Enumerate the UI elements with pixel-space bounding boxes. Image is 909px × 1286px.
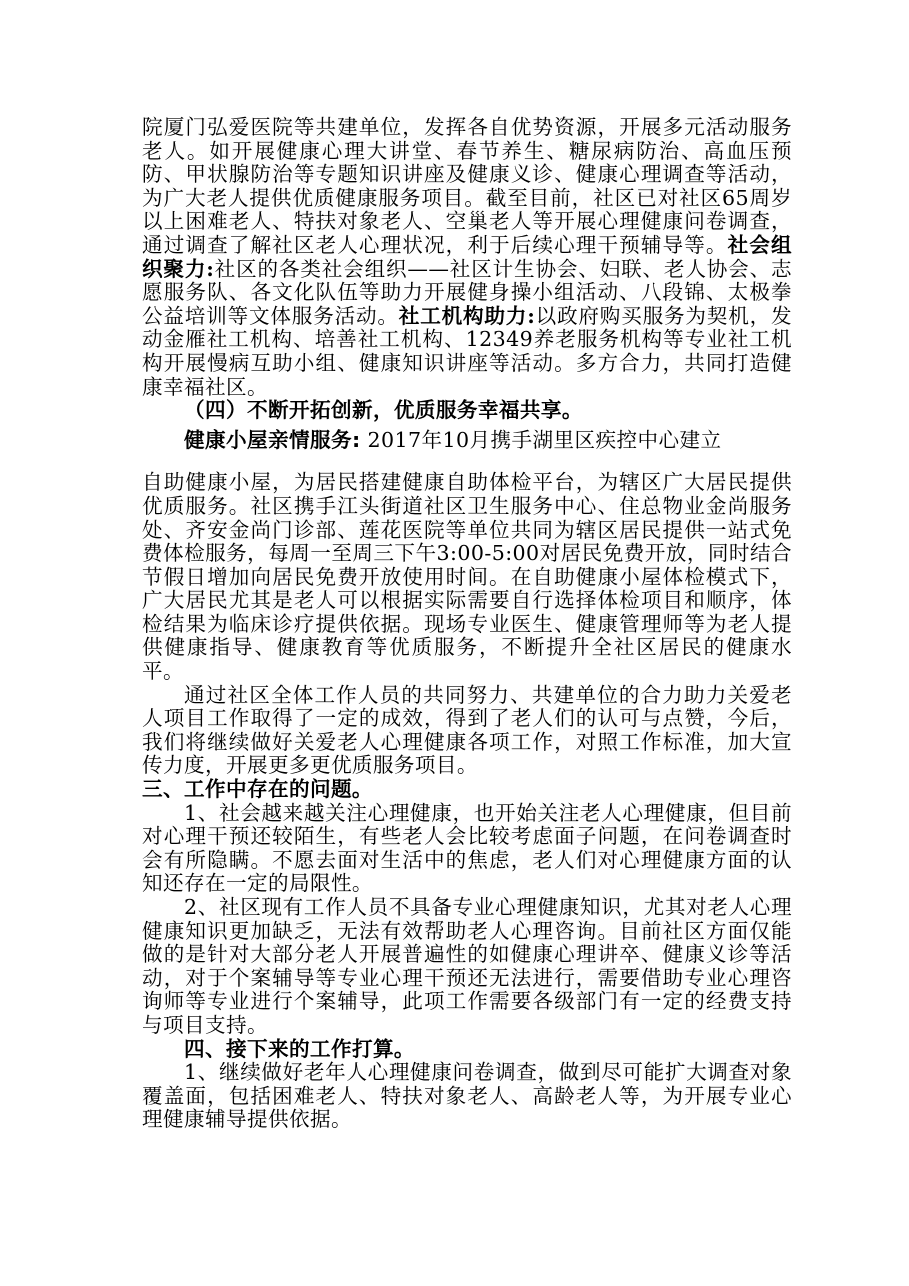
document-page bbox=[142, 116, 792, 1132]
paragraph-text: 院厦门弘爱医院等共建单位，发挥各自优势资源，开展多元活动服务老人。如开展健康心理大讲堂、春节养生、糖尿病防治、高血压预防、甲状腺防治等专题知识讲座及健康义诊、健康心理调查等活动，为广大老人提供优质健康服务项目。截至目前，社区已对社区65周岁以上困难老人、特扶对象老人、空巢老人等开展心理健康问卷调查，通过调查了解社区老人心理状况，利于后续心理干预辅导等。 bbox=[142, 115, 792, 257]
paragraph-summary: 通过社区全体工作人员的共同努力、共建单位的合力助力关爱老人项目工作取得了一定的成效，得到了老人们的认可与点赞，今后，我们将继续做好关爱老人心理健康各项工作，对照工作标准，加大宣传力度，开展更多更优质服务项目。 bbox=[142, 682, 792, 778]
section-heading-four-plan: 四、接下来的工作打算。 bbox=[184, 1036, 415, 1061]
paragraph-health-hut-intro bbox=[142, 429, 792, 453]
social-work-label: 社工机构助力: bbox=[398, 303, 536, 328]
paragraph-problem-1: 1、社会越来越关注心理健康，也开始关注老人心理健康，但目前对心理干预还较陌生，有些老人会比较考虑面子问题，在问卷调查时会有所隐瞒。不愿去面对生活中的焦虑，老人们对心理健康方面的认知还存在一定的局限性。 bbox=[142, 800, 792, 896]
health-hut-label: 健康小屋亲情服务: bbox=[184, 427, 361, 452]
paragraph-health-hut: 自助健康小屋，为居民搭建健康自助体检平台，为辖区广大居民提供优质服务。社区携手江头街道社区卫生服务中心、住总物业金尚服务处、齐安金尚门诊部、莲花医院等单位共同为辖区居民提供一站式免费体检服务，每周一至周三下午3:00-5:00对居民免费开放，同时结合节假日增加向居民免费开放使用时间。在自助健康小屋体检模式下，广大居民尤其是老人可以根据实际需要自行选择体检项目和顺序，体检结果为临床诊疗提供依据。现场专业医生、健康管理师等为老人提供健康指导、健康教育等优质服务，不断提升全社区居民的健康水平。 bbox=[142, 470, 792, 684]
paragraph-plan-1: 1、继续做好老年人心理健康问卷调查，做到尽可能扩大调查对象覆盖面，包括困难老人、特扶对象老人、高龄老人等，为开展专业心理健康辅导提供依据。 bbox=[142, 1060, 792, 1132]
paragraph-text: 2017年10月携手湖里区疾控中心建立 bbox=[367, 427, 722, 452]
social-org-label: 社会组织聚力: bbox=[142, 232, 792, 281]
paragraph-text: 社区的各类社会组织——社区计生协会、妇联、老人协会、志愿服务队、各文化队伍等助力开展健身操小组活动、八段锦、太极拳公益培训等文体服务活动。 bbox=[142, 256, 792, 328]
paragraph-cooperation bbox=[142, 116, 792, 399]
paragraph-text: 以政府购买服务为契机，发动金雁社工机构、培善社工机构、12349养老服务机构等专业社工机构开展慢病互助小组、健康知识讲座等活动。多方合力，共同打造健康幸福社区。 bbox=[142, 303, 792, 399]
paragraph-problem-2: 2、社区现有工作人员不具备专业心理健康知识，尤其对老人心理健康知识更加缺乏，无法有效帮助老人心理咨询。目前社区方面仅能做的是针对大部分老人开展普遍性的如健康心理讲卒、健康义诊等活动，对于个案辅导等专业心理干预还无法进行，需要借助专业心理咨询师等专业进行个案辅导，此项工作需要各级部门有一定的经费支持与项目支持。 bbox=[142, 895, 792, 1037]
section-heading-three: 三、工作中存在的问题。 bbox=[142, 777, 373, 802]
section-heading-four: （四）不断开拓创新，优质服务幸福共享。 bbox=[184, 398, 583, 423]
